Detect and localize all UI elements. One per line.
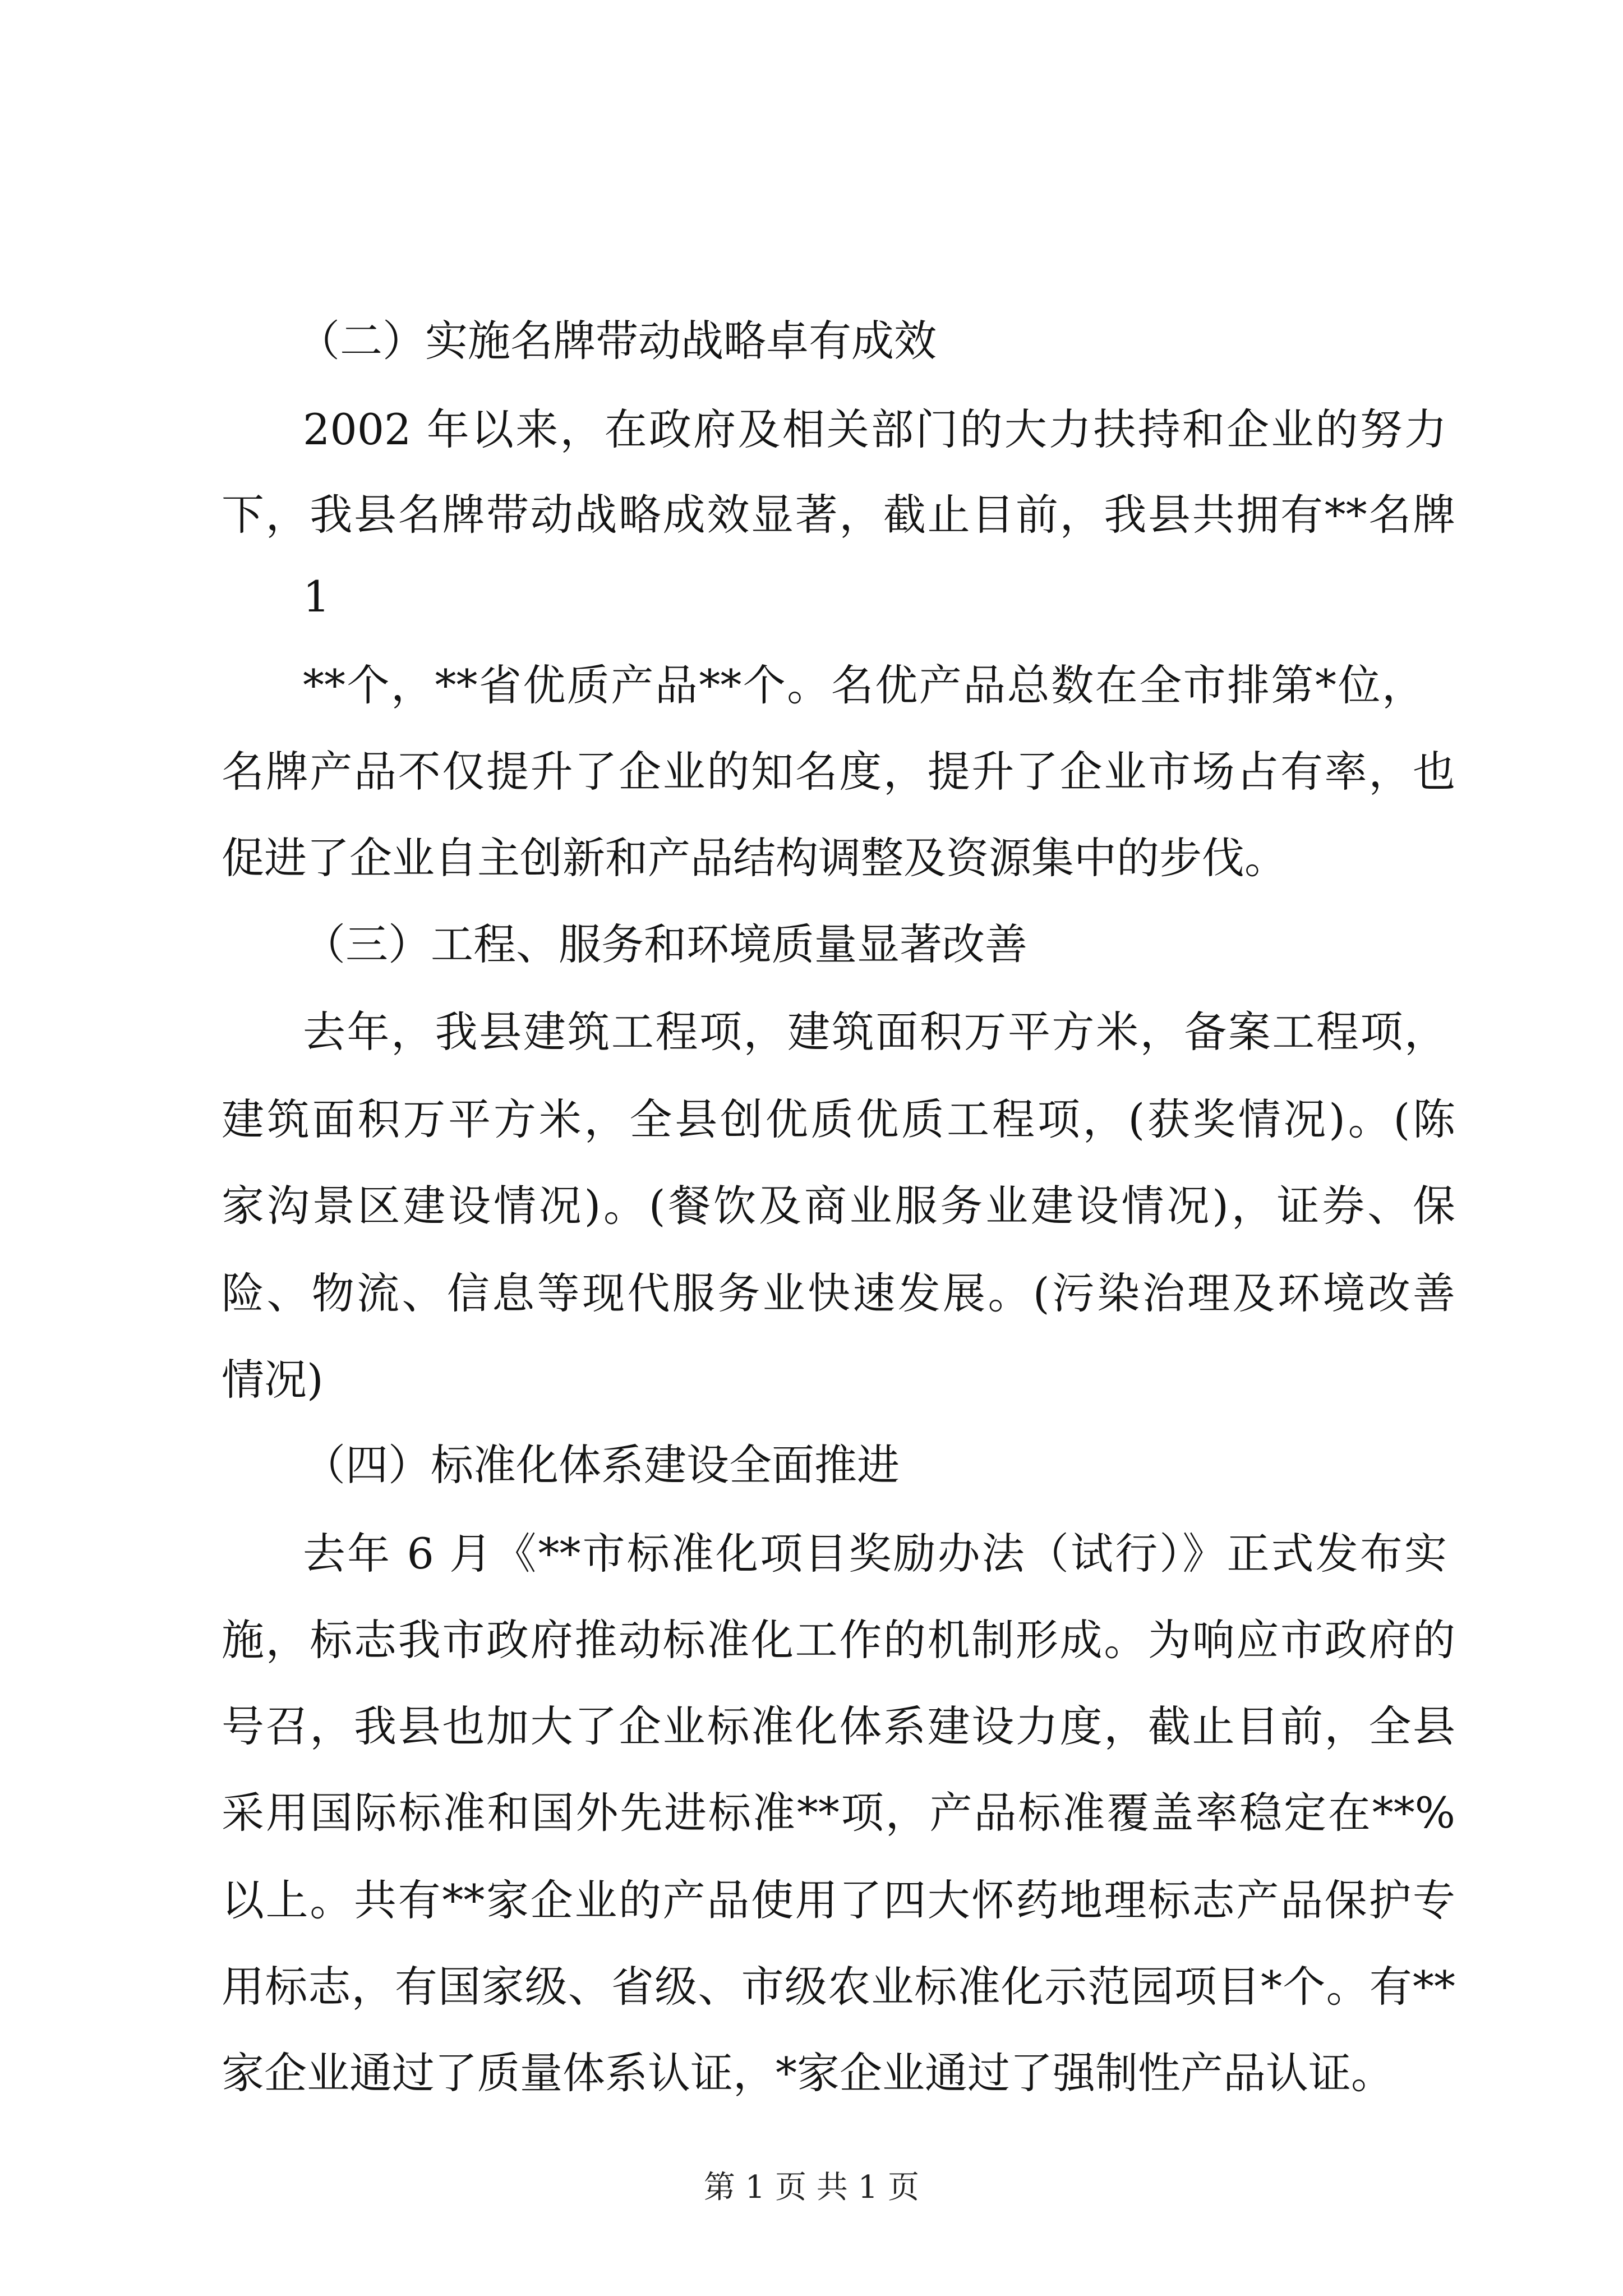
paragraph-line: 施，标志我市政府推动标准化工作的机制形成。为响应市政府的 — [222, 1615, 1455, 1665]
section-heading-2: （二）实施名牌带动战略卓有成效 — [297, 316, 937, 366]
paragraph-line: 以上。共有**家企业的产品使用了四大怀药地理标志产品保护专 — [222, 1875, 1455, 1925]
paragraph-line: 名牌产品不仅提升了企业的知名度，提升了企业市场占有率，也 — [222, 747, 1455, 797]
paragraph-line: 号召，我县也加大了企业标准化体系建设力度，截止目前，全县 — [222, 1701, 1455, 1751]
page-number-inline: 1 — [303, 572, 330, 622]
paragraph-line: 建筑面积万平方米，全县创优质优质工程项，(获奖情况)。(陈 — [222, 1094, 1455, 1144]
paragraph-line: 2002 年以来，在政府及相关部门的大力扶持和企业的努力 — [303, 404, 1447, 454]
paragraph-line: 险、物流、信息等现代服务业快速发展。(污染治理及环境改善 — [222, 1268, 1455, 1318]
paragraph-line: 用标志，有国家级、省级、市级农业标准化示范园项目*个。有** — [222, 1962, 1455, 2012]
paragraph-line: 家沟景区建设情况)。(餐饮及商业服务业建设情况)，证券、保 — [222, 1181, 1455, 1231]
section-heading-3: （三）工程、服务和环境质量显著改善 — [303, 919, 1027, 969]
paragraph-line: **个，**省优质产品**个。名优产品总数在全市排第*位， — [303, 660, 1424, 710]
paragraph-line: 采用国际标准和国外先进标准**项，产品标准覆盖率稳定在**% — [222, 1788, 1455, 1838]
paragraph-line: 促进了企业自主创新和产品结构调整及资源集中的步伐。 — [222, 833, 1287, 883]
paragraph-line: 家企业通过了质量体系认证，*家企业通过了强制性产品认证。 — [222, 2048, 1394, 2098]
section-heading-4: （四）标准化体系建设全面推进 — [303, 1440, 900, 1490]
paragraph-line: 去年 6 月《**市标准化项目奖励办法（试行）》正式发布实 — [303, 1529, 1447, 1579]
paragraph-line: 情况) — [222, 1355, 324, 1405]
page-footer: 第 1 页 共 1 页 — [703, 2169, 920, 2206]
paragraph-line: 去年，我县建筑工程项，建筑面积万平方米，备案工程项， — [303, 1007, 1447, 1057]
paragraph-line: 下，我县名牌带动战略成效显著，截止目前，我县共拥有**名牌 — [222, 490, 1455, 540]
